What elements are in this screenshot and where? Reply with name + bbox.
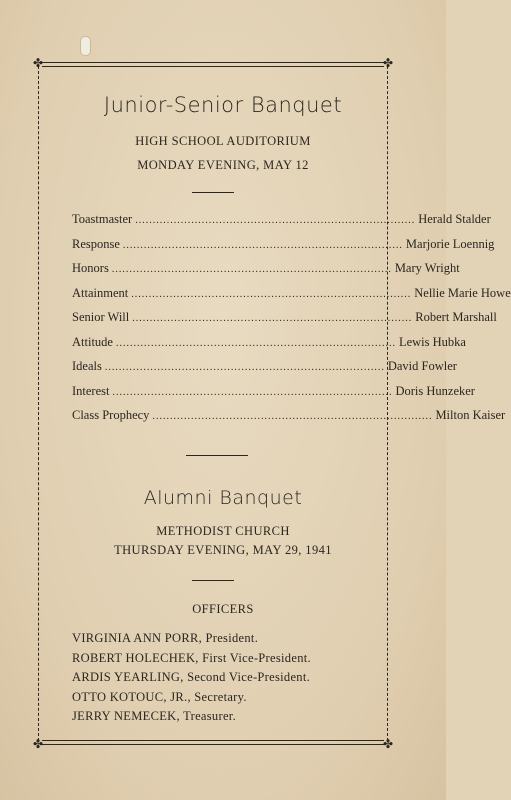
officer-entry: OTTO KOTOUC, JR., Secretary. — [72, 689, 247, 704]
program-role: Class Prophecy — [72, 408, 150, 422]
program-role: Response — [72, 236, 120, 251]
divider — [192, 192, 234, 193]
program-person: Herald Stalder — [418, 212, 491, 226]
alumni-banquet-date: THURSDAY EVENING, MAY 29, 1941 — [114, 543, 332, 557]
program-role: Toastmaster — [72, 212, 133, 226]
corner-ornament-icon: ✤ — [33, 737, 44, 751]
junior-banquet-venue: HIGH SCHOOL AUDITORIUM — [135, 134, 311, 148]
officers-heading: OFFICERS — [192, 602, 254, 616]
program-role: Honors — [72, 261, 109, 275]
program-row — [72, 359, 457, 374]
divider — [192, 580, 234, 581]
border-bottom — [42, 740, 384, 745]
alumni-banquet-title: Alumni Banquet — [143, 487, 303, 509]
corner-ornament-icon: ✤ — [383, 737, 394, 751]
program-person: Mary Wright — [394, 261, 460, 275]
program-role: Interest — [72, 383, 110, 398]
junior-banquet-title: Junior-Senior Banquet — [103, 93, 343, 117]
dot-leader: ................................................................................ — [115, 337, 396, 349]
program-person: Nellie Marie Howe — [414, 285, 511, 300]
program-role: Attitude — [72, 334, 113, 349]
program-person: Doris Hunzeker — [395, 383, 475, 398]
dot-leader: ................................................................................ — [132, 313, 413, 324]
border-top — [42, 62, 384, 67]
corner-ornament-icon: ✤ — [33, 56, 44, 70]
program-role: Attainment — [72, 285, 129, 300]
officer-entry: VIRGINIA ANN PORR, President. — [72, 631, 259, 645]
punch-hole — [80, 36, 91, 56]
dot-leader: ................................................................................ — [122, 239, 403, 251]
program-row — [72, 285, 511, 301]
program-person: Robert Marshall — [415, 310, 497, 324]
dot-leader: ................................................................................ — [152, 411, 433, 422]
dot-leader: ................................................................................ — [104, 362, 385, 373]
program-role: Ideals — [72, 359, 102, 373]
alumni-banquet-venue: METHODIST CHURCH — [156, 524, 290, 538]
program-role: Senior Will — [72, 310, 130, 324]
dot-leader: ................................................................................ — [135, 215, 416, 226]
dot-leader: ................................................................................ — [112, 386, 393, 398]
program-row — [72, 310, 497, 325]
divider — [186, 455, 248, 456]
junior-banquet-date: MONDAY EVENING, MAY 12 — [137, 158, 309, 172]
officer-entry: ARDIS YEARLING, Second Vice-President. — [72, 670, 311, 684]
officer-entry: ROBERT HOLECHEK, First Vice-President. — [72, 650, 311, 665]
officer-entry: JERRY NEMECEK, Treasurer. — [72, 709, 236, 723]
dot-leader: ................................................................................ — [131, 288, 412, 300]
program-row — [72, 212, 491, 227]
program-row — [72, 236, 495, 252]
dot-leader: ................................................................................ — [111, 264, 392, 275]
corner-ornament-icon: ✤ — [383, 56, 394, 70]
program-row — [72, 408, 506, 423]
program-person: Lewis Hubka — [398, 334, 466, 349]
program-person: Milton Kaiser — [435, 408, 506, 422]
program-row — [72, 383, 475, 399]
program-person: Marjorie Loennig — [405, 236, 495, 251]
program-row — [72, 334, 466, 350]
program-row — [72, 261, 460, 276]
program-person: David Fowler — [387, 359, 457, 373]
